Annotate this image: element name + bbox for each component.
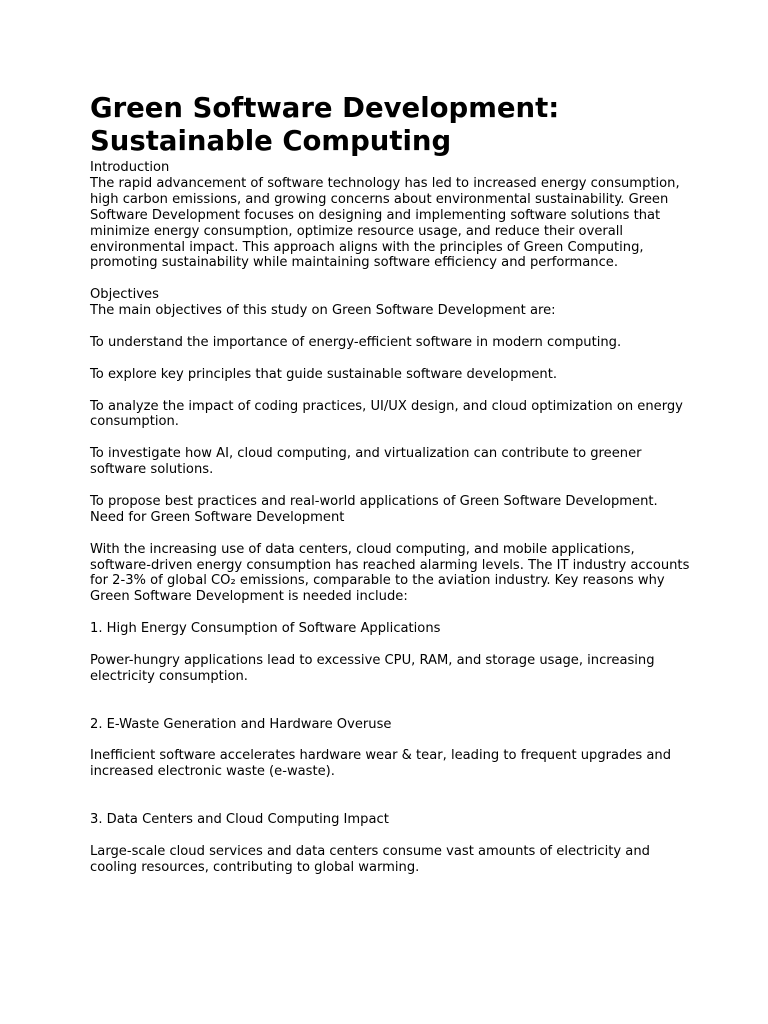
objective-item: To analyze the impact of coding practices, UI/UX design, and cloud optimization on energy consumption. (90, 398, 683, 430)
objectives-lead: The main objectives of this study on Green Software Development are: (90, 303, 556, 319)
intro-heading: Introduction (90, 160, 170, 175)
objective-item: To explore key principles that guide sustainable software development. (90, 366, 558, 382)
need-heading: Need for Green Software Development (90, 509, 345, 525)
reason-heading: 2. E-Waste Generation and Hardware Overuse (90, 716, 392, 732)
reason-heading: 3. Data Centers and Cloud Computing Impact (90, 811, 389, 827)
document-title: Green Software Development: Sustainable Computing (90, 92, 560, 157)
objective-item: To understand the importance of energy-efficient software in modern computing. (90, 334, 622, 350)
objective-item: To investigate how AI, cloud computing, and virtualization can contribute to greener software solutions. (90, 446, 642, 478)
reason-text: Power-hungry applications lead to excessive CPU, RAM, and storage usage, increasing electricity consumption. (90, 652, 655, 684)
objectives-heading: Objectives (90, 287, 159, 303)
need-paragraph: With the increasing use of data centers, cloud computing, and mobile applications, software-driven energy consumption has reached alarming levels. The IT industry accounts for 2-3% of global CO₂ emissions, comparable to the aviation industry. Key reasons why Green Software Development is needed include: (90, 541, 690, 605)
reason-heading: 1. High Energy Consumption of Software Applications (90, 621, 441, 637)
reason-text: Inefficient software accelerates hardware wear & tear, leading to frequent upgrades and increased electronic waste (e-waste). (90, 748, 672, 780)
intro-paragraph: The rapid advancement of software technology has led to increased energy consumption, high carbon emissions, and growing concerns about environmental sustainability. Green Software Development focuses on designing and implementing software solutions that minimize energy consumption, optimize resource usage, and reduce their overall environmental impact. This approach aligns with the principles of Green Computing, promoting sustainability while maintaining software efficiency and performance. (90, 175, 680, 271)
document-page (90, 92, 690, 876)
reason-text: Large-scale cloud services and data centers consume vast amounts of electricity and cooling resources, contributing to global warming. (90, 843, 650, 875)
objective-item: To propose best practices and real-world applications of Green Software Development. (90, 493, 658, 509)
